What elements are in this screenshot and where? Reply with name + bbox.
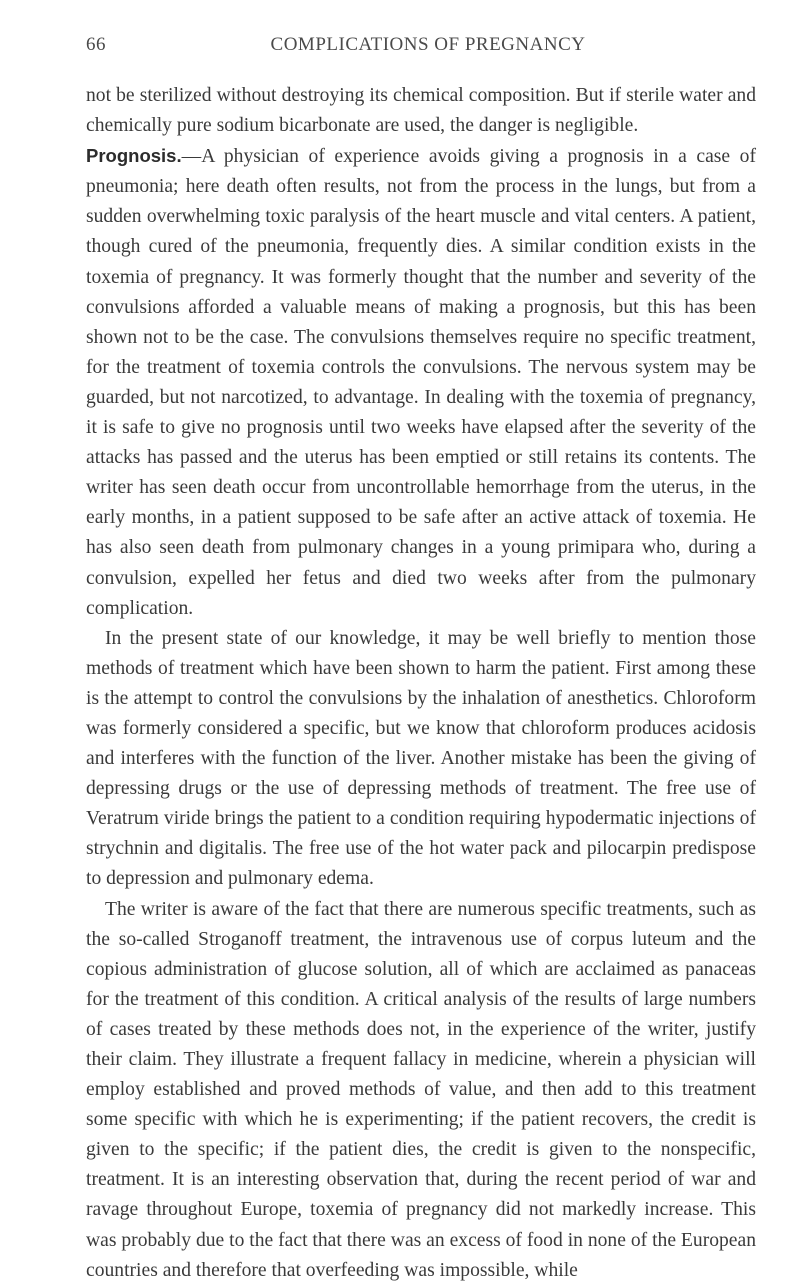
paragraph-harmful-methods: In the present state of our knowledge, it may be well briefly to mention those methods of treatment which have been shown to harm the patient. First among these is the attempt to control the convulsions by the inhalation of anesthetics. Chloroform was formerly considered a specific, but we know that chloroform produces acidosis and interferes with the function of the liver. Another mistake has been the giving of depressing drugs or the use of depressing methods of treatment. The free use of Veratrum viride brings the patient to a condition requiring hypodermatic injections of strychnin and digitalis. The free use of the hot water pack and pilocarpin predispose to depression and pulmonary edema.: [86, 627, 756, 890]
prognosis-paragraph: [86, 141, 756, 624]
page-header: [86, 34, 756, 60]
prognosis-text: —A physician of experience avoids giving a prognosis in a case of pneumonia; here death often results, not from the process in the lungs, but from a sudden overwhelming toxic paralysis of the heart muscle and vital centers. A patient, though cured of the pneumonia, frequently dies. A similar condition exists in the toxemia of pregnancy. It was formerly thought that the number and severity of the convulsions afforded a valuable means of making a prognosis, but this has been shown not to be the case. The convulsions themselves require no specific treatment, for the treatment of toxemia controls the convulsions. The nervous system may be guarded, but not narcotized, to advantage. In dealing with the toxemia of pregnancy, it is safe to give no prognosis until two weeks have elapsed after the severity of the attacks has passed and the uterus has been emptied or still retains its contents. The writer has seen death occur from uncontrollable hemorrhage from the uterus, in the early months, in a patient supposed to be safe after an active attack of toxemia. He has also seen death from pulmonary changes in a young primipara who, during a convulsion, expelled her fetus and died two weeks after from the pulmonary complication.: [86, 146, 756, 619]
body-text: [86, 81, 756, 1286]
page-number: 66: [86, 34, 106, 55]
paragraph-specific-treatments: The writer is aware of the fact that there are numerous specific treatments, such as the so-called Stroganoff treatment, the intravenous use of corpus luteum and the copious administration of glucose solution, all of which are acclaimed as panaceas for the treatment of this condition. A critical analysis of the results of large numbers of cases treated by these methods does not, in the experience of the writer, justify their claim. They illustrate a frequent fallacy in medicine, wherein a physician will employ established and proved methods of value, and then add to this treatment some specific with which he is experimenting; if the patient recovers, the credit is given to the specific; if the patient dies, the credit is given to the nonspecific, treatment. It is an interesting observation that, during the recent period of war and ravage throughout Europe, toxemia of pregnancy did not markedly increase. This was probably due to the fact that there was an excess of food in none of the European countries and therefore that overfeeding was impossible, while: [86, 898, 756, 1281]
prognosis-heading: Prognosis.: [86, 145, 182, 167]
continuation-paragraph: not be sterilized without destroying its chemical composition. But if sterile water and chemically pure sodium bicarbonate are used, the danger is negligible.: [86, 85, 756, 137]
book-page: [86, 34, 756, 1286]
running-title: COMPLICATIONS OF PREGNANCY: [270, 34, 586, 55]
